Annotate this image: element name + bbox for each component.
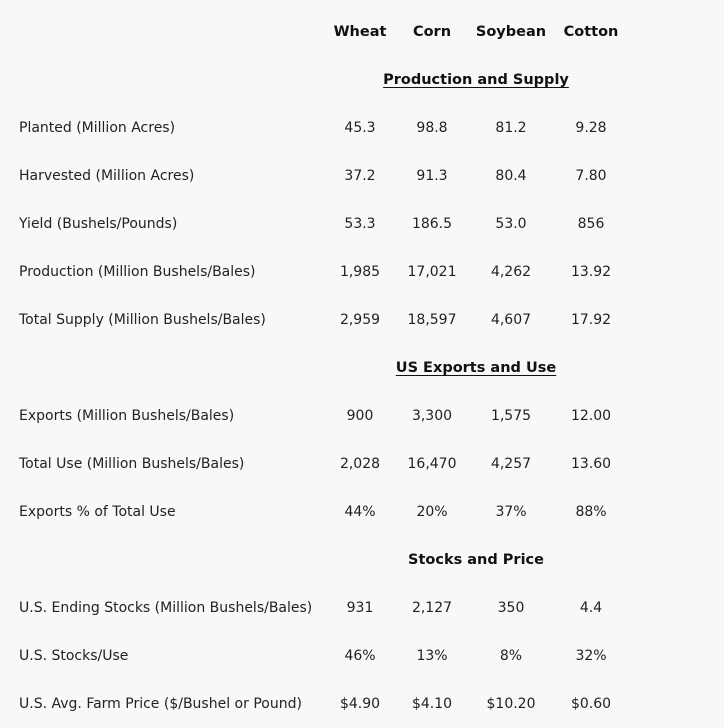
cell-cotton: $0.60 (570, 696, 612, 712)
table-row (0, 584, 724, 632)
cell-wheat: 1,985 (339, 264, 381, 280)
row-label: Total Use (Million Bushels/Bales) (19, 456, 245, 472)
row-label: U.S. Stocks/Use (19, 648, 129, 664)
cell-soybean: 4,257 (490, 456, 532, 472)
cell-corn: 3,300 (411, 408, 453, 424)
cell-cotton: 32% (575, 648, 607, 664)
cell-wheat: 45.3 (344, 120, 376, 136)
table-header-row (0, 8, 724, 56)
table-row (0, 488, 724, 536)
table-row (0, 680, 724, 728)
cell-cotton: 17.92 (570, 312, 612, 328)
cell-corn: 20% (416, 504, 448, 520)
section-heading-exports: US Exports and Use (395, 360, 557, 376)
table-row (0, 248, 724, 296)
cell-corn: 18,597 (407, 312, 457, 328)
cell-corn: $4.10 (411, 696, 453, 712)
column-header-cotton: Cotton (563, 24, 619, 40)
cell-soybean: $10.20 (486, 696, 536, 712)
column-header-soybean: Soybean (475, 24, 547, 40)
row-label: Exports (Million Bushels/Bales) (19, 408, 235, 424)
row-label: Planted (Million Acres) (19, 120, 176, 136)
cell-corn: 91.3 (416, 168, 448, 184)
row-label: U.S. Ending Stocks (Million Bushels/Bales) (19, 600, 313, 616)
cell-cotton: 88% (575, 504, 607, 520)
section-row-production (0, 56, 724, 104)
row-label: U.S. Avg. Farm Price ($/Bushel or Pound) (19, 696, 302, 712)
table-row (0, 632, 724, 680)
cell-cotton: 7.80 (575, 168, 607, 184)
cell-corn: 13% (416, 648, 448, 664)
cell-soybean: 4,607 (490, 312, 532, 328)
row-label: Total Supply (Million Bushels/Bales) (19, 312, 266, 328)
section-heading-production: Production and Supply (383, 72, 569, 88)
cell-cotton: 856 (577, 216, 605, 232)
cell-corn: 186.5 (411, 216, 453, 232)
row-label: Yield (Bushels/Pounds) (19, 216, 178, 232)
table-row (0, 296, 724, 344)
cell-wheat: 931 (346, 600, 374, 616)
cell-corn: 17,021 (407, 264, 457, 280)
cell-wheat: 46% (344, 648, 376, 664)
cell-wheat: 2,959 (339, 312, 381, 328)
section-row-stocks (0, 536, 724, 584)
cell-corn: 98.8 (416, 120, 448, 136)
cell-wheat: 44% (344, 504, 376, 520)
cell-soybean: 80.4 (495, 168, 527, 184)
table-row (0, 200, 724, 248)
cell-soybean: 350 (497, 600, 525, 616)
row-label: Exports % of Total Use (19, 504, 176, 520)
cell-wheat: 2,028 (339, 456, 381, 472)
cell-soybean: 1,575 (490, 408, 532, 424)
cell-soybean: 81.2 (495, 120, 527, 136)
cell-soybean: 4,262 (490, 264, 532, 280)
cell-wheat: $4.90 (339, 696, 381, 712)
section-row-exports (0, 344, 724, 392)
cell-cotton: 12.00 (570, 408, 612, 424)
cell-corn: 16,470 (407, 456, 457, 472)
cell-wheat: 37.2 (344, 168, 376, 184)
cell-wheat: 900 (346, 408, 374, 424)
cell-wheat: 53.3 (344, 216, 376, 232)
column-header-wheat: Wheat (333, 24, 387, 40)
table-row (0, 392, 724, 440)
cell-corn: 2,127 (411, 600, 453, 616)
cell-cotton: 4.4 (579, 600, 603, 616)
cell-cotton: 13.92 (570, 264, 612, 280)
row-label: Production (Million Bushels/Bales) (19, 264, 256, 280)
cell-soybean: 37% (495, 504, 527, 520)
cell-soybean: 53.0 (495, 216, 527, 232)
cell-cotton: 9.28 (575, 120, 607, 136)
cell-soybean: 8% (499, 648, 523, 664)
section-heading-stocks: Stocks and Price (408, 552, 544, 568)
row-label: Harvested (Million Acres) (19, 168, 195, 184)
column-header-corn: Corn (412, 24, 452, 40)
table-row (0, 152, 724, 200)
table-row (0, 104, 724, 152)
table-row (0, 440, 724, 488)
cell-cotton: 13.60 (570, 456, 612, 472)
